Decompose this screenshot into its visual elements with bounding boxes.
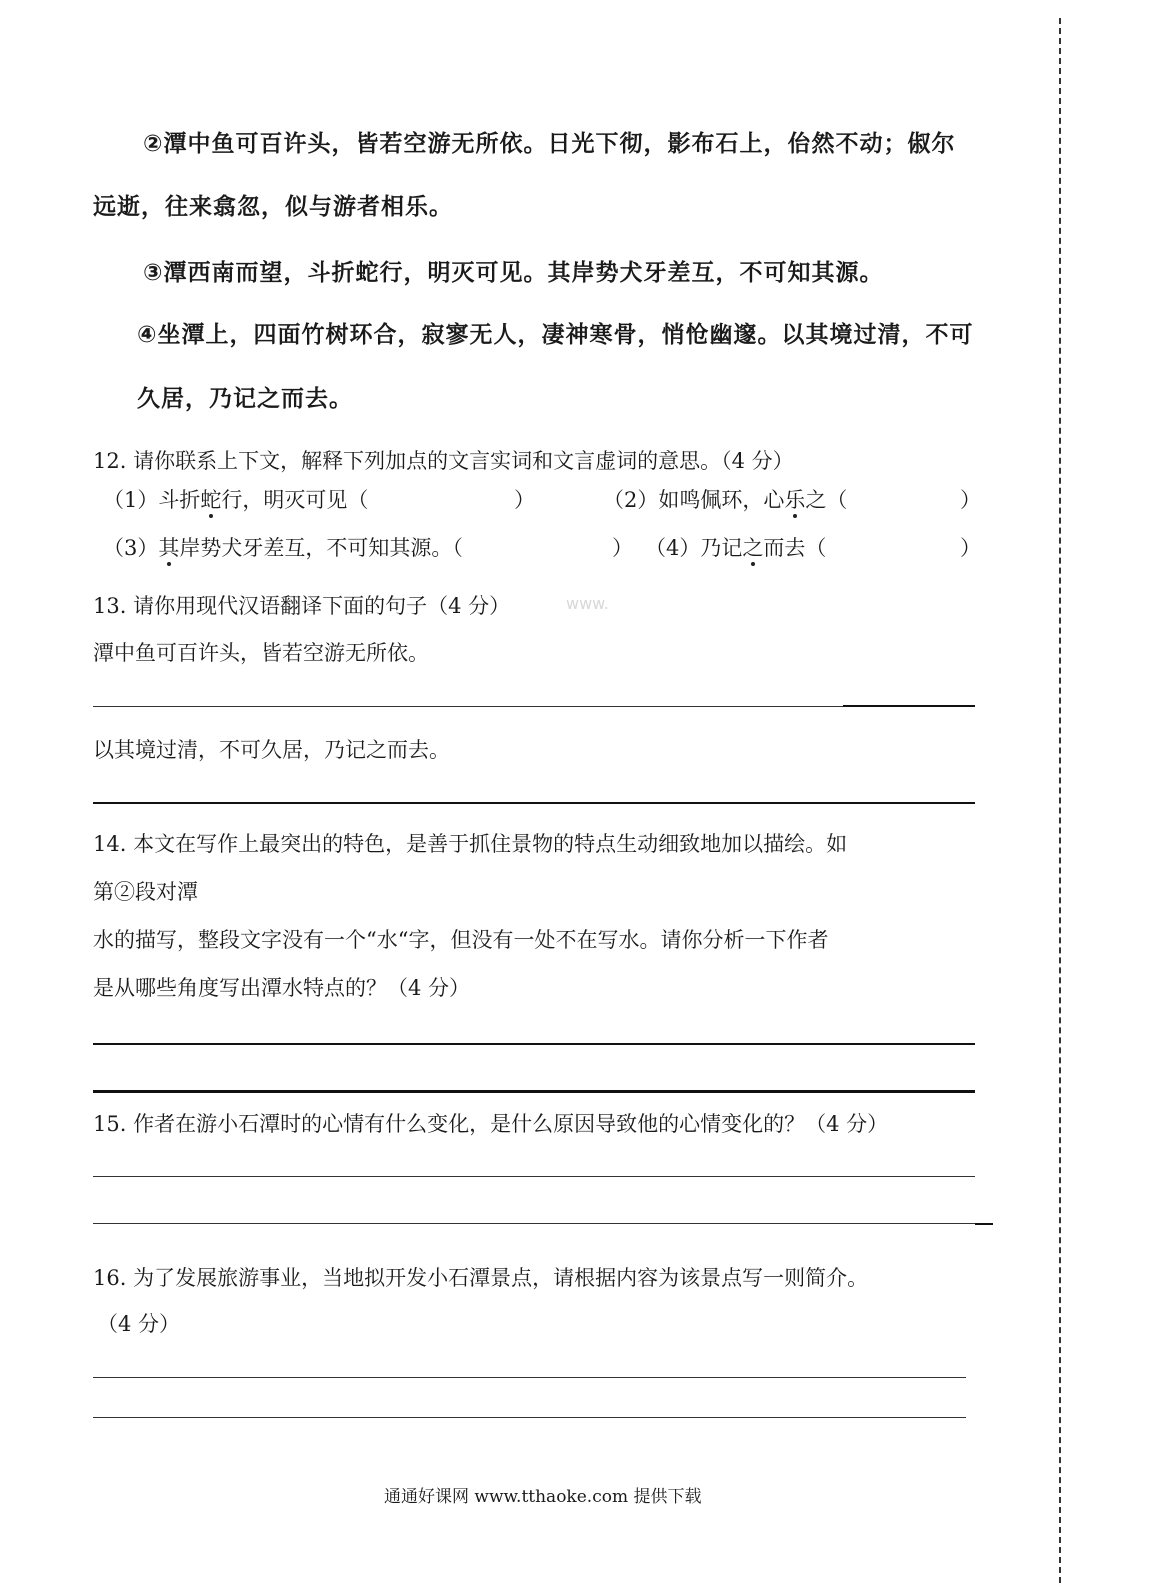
- question-16-line-2: （4 分）: [97, 1312, 181, 1336]
- emphasis-dot-char: 蛇: [200, 488, 222, 512]
- q12-item-3: （3）其岸势犬牙差互，不可知其源。（: [103, 536, 463, 560]
- answer-line: [975, 1223, 993, 1225]
- q13-sentence-1: 潭中鱼可百许头，皆若空游无所依。: [93, 641, 429, 665]
- faint-watermark: www.: [566, 594, 609, 613]
- answer-line: [93, 1090, 975, 1093]
- question-15-title: 15. 作者在游小石潭时的心情有什么变化，是什么原因导致他的心情变化的？（4 分）: [93, 1112, 889, 1136]
- question-14-line-3: 水的描写，整段文字没有一个“水“字，但没有一处不在写水。请你分析一下作者: [93, 928, 829, 952]
- footer-source: 通通好课网 www.tthaoke.com 提供下载: [384, 1487, 702, 1507]
- answer-line: [843, 705, 975, 707]
- binding-margin-line: [1059, 18, 1061, 1583]
- emphasis-dot-char: 其: [158, 536, 180, 560]
- question-16-line-1: 16. 为了发展旅游事业，当地拟开发小石潭景点，请根据内容为该景点写一则简介。: [93, 1266, 869, 1290]
- question-12-title: 12. 请你联系上下文，解释下列加点的文言实词和文言虚词的意思。（4 分）: [93, 449, 794, 473]
- passage-paragraph-4-line-1: ④坐潭上，四面竹树环合，寂寥无人，凄神寒骨，悄怆幽邃。以其境过清，不可: [137, 322, 974, 348]
- emphasis-dot-char: 之: [742, 536, 764, 560]
- q12-item-1: （1）斗折蛇行，明灭可见（: [103, 488, 369, 512]
- question-13-title: 13. 请你用现代汉语翻译下面的句子（4 分）: [93, 594, 511, 618]
- question-14-line-2: 第②段对潭: [93, 880, 198, 904]
- answer-line: [93, 1043, 975, 1045]
- answer-line: [93, 802, 975, 804]
- q12-item-2-close: ）: [960, 488, 981, 512]
- q13-sentence-2: 以其境过清，不可久居，乃记之而去。: [93, 738, 450, 762]
- answer-line: [93, 706, 843, 707]
- q12-item-4-close: ）: [960, 536, 981, 560]
- q12-item-2: （2）如鸣佩环，心乐之（: [603, 488, 848, 512]
- q12-item-3-close: ）: [612, 536, 633, 560]
- answer-line: [93, 1377, 966, 1378]
- q12-item-4: （4）乃记之而去（: [645, 536, 827, 560]
- question-14-line-1: 14. 本文在写作上最突出的特色，是善于抓住景物的特点生动细致地加以描绘。如: [93, 832, 848, 856]
- passage-paragraph-3: ③潭西南而望，斗折蛇行，明灭可见。其岸势犬牙差互，不可知其源。: [143, 260, 884, 286]
- emphasis-dot-char: 乐: [784, 488, 806, 512]
- passage-paragraph-4-line-2: 久居，乃记之而去。: [137, 386, 353, 412]
- question-14-line-4: 是从哪些角度写出潭水特点的？（4 分）: [93, 976, 471, 1000]
- answer-line: [93, 1176, 975, 1177]
- answer-line: [93, 1223, 975, 1224]
- passage-paragraph-2-line-1: ②潭中鱼可百许头，皆若空游无所依。日光下彻，影布石上，佁然不动；俶尔: [143, 131, 956, 157]
- answer-line: [93, 1417, 966, 1418]
- passage-paragraph-2-line-2: 远逝，往来翕忽，似与游者相乐。: [93, 194, 453, 220]
- q12-item-1-close: ）: [514, 488, 535, 512]
